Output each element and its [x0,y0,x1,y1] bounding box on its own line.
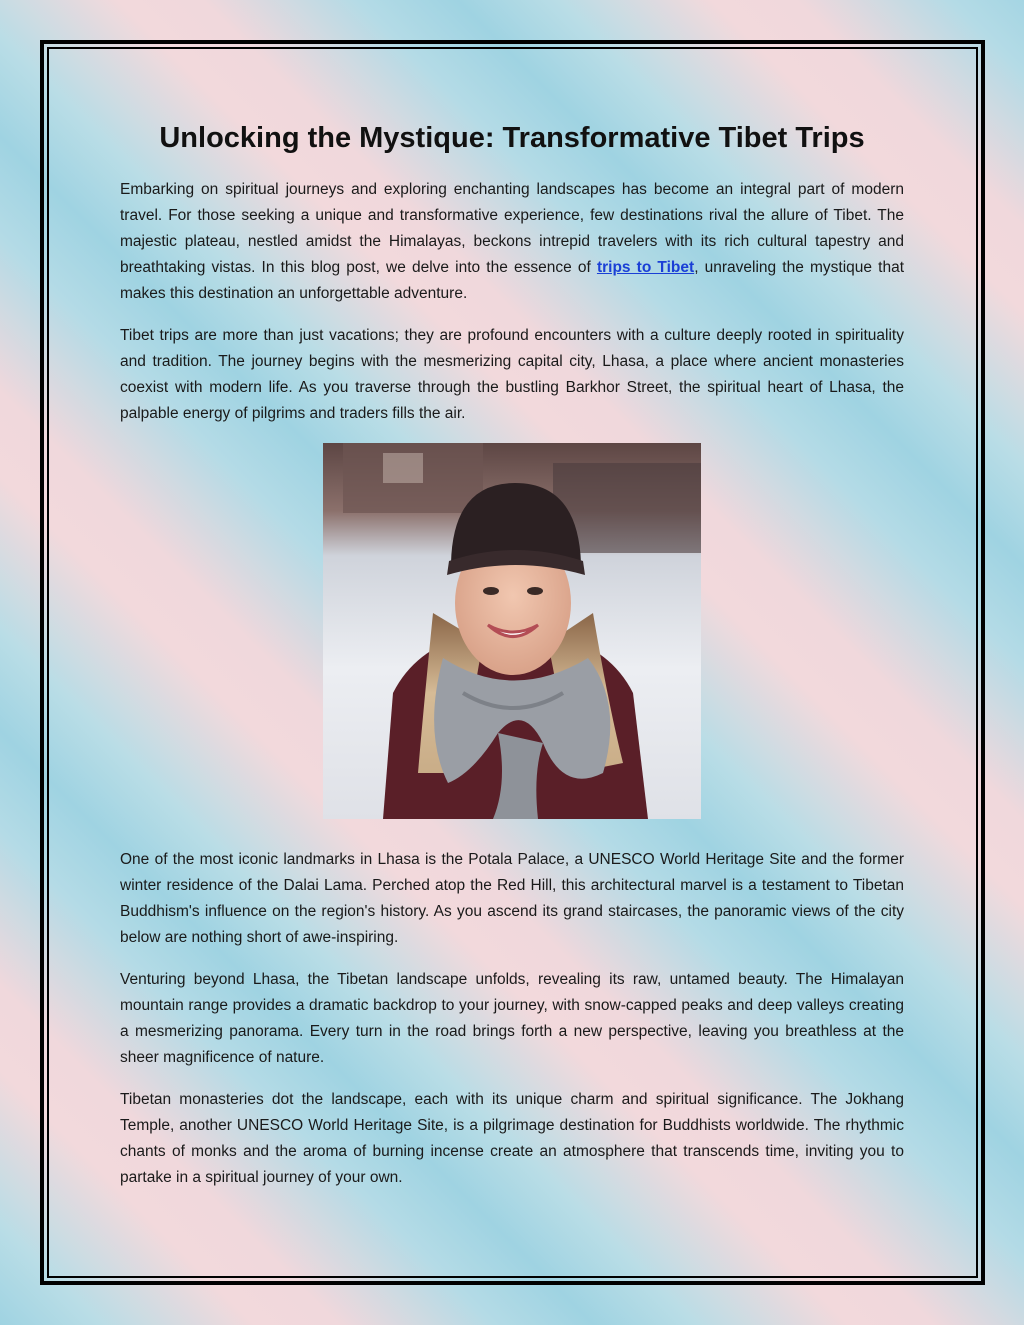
document-title: Unlocking the Mystique: Transformative Tibet Trips [159,122,865,154]
paragraph-monasteries: Tibetan monasteries dot the landscape, each with its unique charm and spiritual significance. The Jokhang Temple, another UNESCO World Heritage Site, is a pilgrimage destination for Buddhists worldwide. The rhythmic chants of monks and the aroma of burning incense create an atmosphere that transcends time, inviting you to partake in a spiritual journey of your own. [120,1091,904,1186]
paragraph-intro [120,177,904,307]
document-body [120,122,904,1207]
paragraph-potala-palace: One of the most iconic landmarks in Lhasa is the Potala Palace, a UNESCO World Heritage Site and the former winter residence of the Dalai Lama. Perched atop the Red Hill, this architectural marvel is a testament to Tibetan Buddhism's influence on the region's history. As you ascend its grand staircases, the panoramic views of the city below are nothing short of awe-inspiring. [120,851,904,946]
paragraph-landscape: Venturing beyond Lhasa, the Tibetan landscape unfolds, revealing its raw, untamed beauty. The Himalayan mountain range provides a dramatic backdrop to your journey, with snow-capped peaks and deep valleys creating a mesmerizing panorama. Every turn in the road brings forth a new perspective, leaving you breathless at the sheer magnificence of nature. [120,971,904,1066]
intro-text-after-link: , unraveling the mystique that makes this destination an unforgettable adventure. [120,259,904,302]
trips-to-tibet-link[interactable]: trips to Tibet [596,259,695,276]
intro-text-before-link: Embarking on spiritual journeys and exploring enchanting landscapes has become an integral part of modern travel. For those seeking a unique and transformative experience, few destinations rival the allure of Tibet. The majestic plateau, nestled amidst the Himalayas, beckons intrepid travelers with its rich cultural tapestry and breathtaking vistas. In this blog post, we delve into the essence of [120,181,904,276]
woman-in-beanie-photo [323,443,701,819]
paragraph-lhasa: Tibet trips are more than just vacations; they are profound encounters with a culture deeply rooted in spirituality and tradition. The journey begins with the mesmerizing capital city, Lhasa, a place where ancient monasteries coexist with modern life. As you traverse through the bustling Barkhor Street, the spiritual heart of Lhasa, the palpable energy of pilgrims and traders fills the air. [120,327,904,422]
